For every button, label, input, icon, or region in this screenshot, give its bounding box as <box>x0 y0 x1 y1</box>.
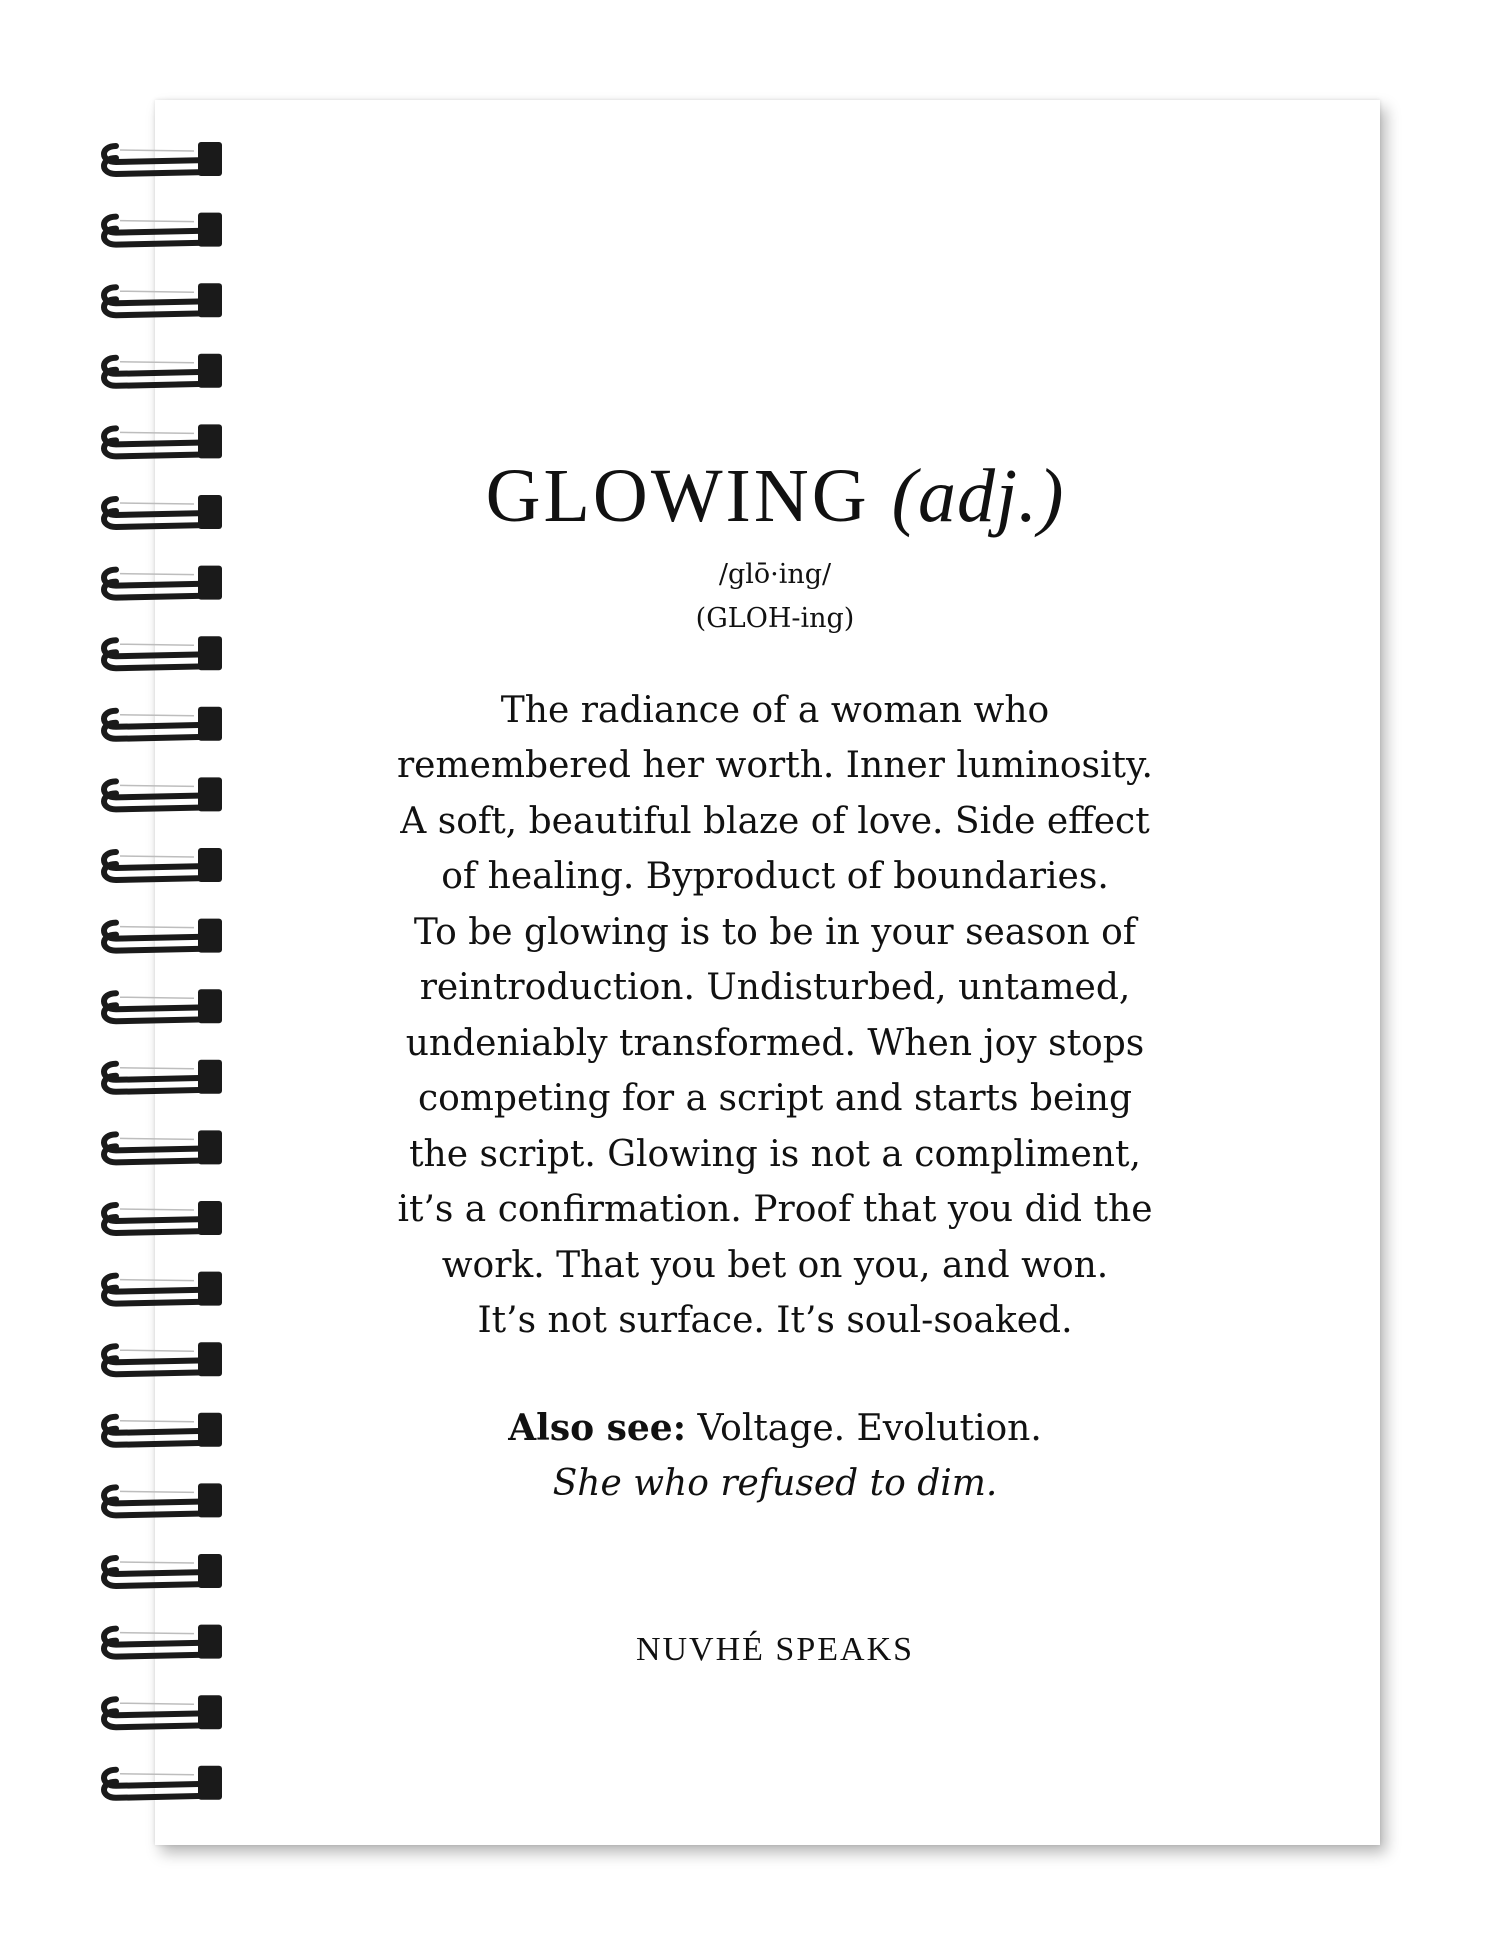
spiral-coil <box>104 1554 222 1588</box>
spiral-coil <box>104 566 222 600</box>
spiral-coil <box>104 777 222 811</box>
spiral-coil <box>104 1625 222 1659</box>
tagline: She who refused to dim. <box>552 1462 998 1504</box>
spiral-coil <box>104 1060 222 1094</box>
spiral-coil <box>104 989 222 1023</box>
spiral-coil <box>104 354 222 388</box>
spiral-coil <box>104 636 222 670</box>
spiral-coil <box>104 1483 222 1517</box>
spiral-coil <box>104 142 222 176</box>
spiral-coil <box>104 213 222 247</box>
entry-title <box>320 455 1230 539</box>
part-of-speech: (adj.) <box>891 454 1065 538</box>
also-see-label: Also see: <box>508 1406 687 1449</box>
definition-card <box>320 455 1230 1669</box>
spiral-coil <box>104 424 222 458</box>
phonetic-spelling: /glō·ing/ <box>718 558 832 590</box>
definition-text: The radiance of a woman who remembered her worth. Inner luminosity. A soft, beautiful blaze of love. Side effect of healing. Byproduct of boundaries. To be glowing is to be in your season of reintroduction. Undisturbed, untamed, undeniably transformed. When joy stops competing for a script and starts being the script. Glowing is not a compliment, it’s a confirmation. Proof that you did the work. That you bet on you, and won. It’s not surface. It’s soul-soaked. <box>396 689 1154 1342</box>
spiral-coil <box>104 1342 222 1376</box>
spiral-coil <box>104 1413 222 1447</box>
spiral-coil <box>104 1272 222 1306</box>
spiral-coil <box>104 1130 222 1164</box>
spiral-coil <box>104 848 222 882</box>
entry-word: GLOWING <box>485 454 870 538</box>
also-see-text: Voltage. Evolution. <box>686 1407 1042 1449</box>
spiral-coil <box>104 919 222 953</box>
spiral-coil <box>104 283 222 317</box>
spiral-binding <box>98 138 228 1818</box>
spiral-coil <box>104 1766 222 1800</box>
pronunciation <box>320 553 1230 641</box>
spiral-coil <box>104 1695 222 1729</box>
respelling: (GLOH-ing) <box>695 602 855 634</box>
also-see <box>320 1401 1230 1456</box>
spiral-coil <box>104 707 222 741</box>
spiral-coil <box>104 495 222 529</box>
spiral-coil <box>104 1201 222 1235</box>
brand-name: NUVHÉ SPEAKS <box>635 1630 915 1668</box>
